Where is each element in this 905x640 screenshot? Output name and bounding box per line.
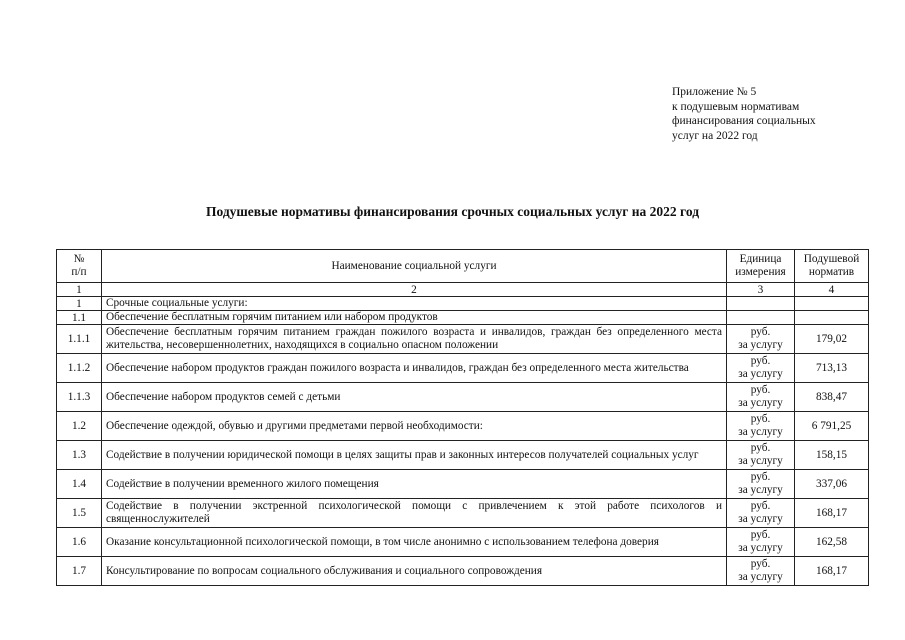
appendix-line: к подушевым нормативам	[672, 100, 800, 113]
row-number: 1.7	[57, 557, 102, 586]
header-value-line: Подушевой	[803, 253, 860, 265]
service-name: Содействие в получении экстренной психологической помощи с привлечением к этой работе психологов и священнослужителей	[102, 499, 727, 528]
unit-cell	[727, 470, 795, 499]
index-row	[57, 283, 869, 297]
index-cell: 1	[57, 283, 102, 297]
row-number: 1	[57, 297, 102, 311]
table-row	[57, 499, 869, 528]
header-unit	[727, 250, 795, 283]
norms-table	[56, 249, 869, 586]
header-num	[57, 250, 102, 283]
unit-line: за услугу	[738, 484, 783, 496]
index-cell: 4	[795, 283, 869, 297]
row-number: 1.1.2	[57, 354, 102, 383]
row-number: 1.6	[57, 528, 102, 557]
norm-value: 162,58	[795, 528, 869, 557]
service-name: Срочные социальные услуги:	[102, 297, 727, 311]
unit-line: руб.	[750, 355, 771, 367]
header-row	[57, 250, 869, 283]
table-row	[57, 383, 869, 412]
service-name: Обеспечение одеждой, обувью и другими предметами первой необходимости:	[102, 412, 727, 441]
norm-value: 337,06	[795, 470, 869, 499]
unit-line: за услугу	[738, 368, 783, 380]
norm-value: 713,13	[795, 354, 869, 383]
service-name: Обеспечение набором продуктов семей с детьми	[102, 383, 727, 412]
norm-value: 158,15	[795, 441, 869, 470]
service-name: Содействие в получении временного жилого помещения	[102, 470, 727, 499]
row-number: 1.3	[57, 441, 102, 470]
table-row	[57, 297, 869, 311]
header-value-line: норматив	[808, 266, 855, 278]
row-number: 1.1.3	[57, 383, 102, 412]
row-number: 1.1.1	[57, 325, 102, 354]
unit-line: за услугу	[738, 542, 783, 554]
row-number: 1.2	[57, 412, 102, 441]
unit-line: руб.	[750, 326, 771, 338]
unit-cell	[727, 557, 795, 586]
table-row	[57, 412, 869, 441]
table-row	[57, 325, 869, 354]
unit-line: руб.	[750, 500, 771, 512]
unit-cell	[727, 383, 795, 412]
table-row	[57, 470, 869, 499]
unit-line: за услугу	[738, 397, 783, 409]
row-number: 1.5	[57, 499, 102, 528]
table-row	[57, 441, 869, 470]
index-cell: 3	[727, 283, 795, 297]
norm-value: 168,17	[795, 499, 869, 528]
norm-value: 168,17	[795, 557, 869, 586]
unit-line: за услугу	[738, 426, 783, 438]
appendix-line: Приложение № 5	[672, 86, 757, 98]
unit-line: за услугу	[738, 339, 783, 351]
service-name: Обеспечение бесплатным горячим питанием или набором продуктов	[102, 311, 727, 325]
service-name: Содействие в получении юридической помощи в целях защиты прав и законных интересов получателей социальных услуг	[102, 441, 727, 470]
header-unit-line: измерения	[735, 266, 786, 278]
header-num-line: п/п	[71, 266, 87, 278]
unit-cell	[727, 325, 795, 354]
norm-value: 179,02	[795, 325, 869, 354]
appendix-line: услуг на 2022 год	[672, 129, 758, 142]
row-number: 1.4	[57, 470, 102, 499]
service-name: Консультирование по вопросам социального обслуживания и социального сопровождения	[102, 557, 727, 586]
table-row	[57, 557, 869, 586]
service-name: Обеспечение бесплатным горячим питанием граждан пожилого возраста и инвалидов, граждан без определенного места жительства, несовершеннолетних, находящихся в социально опасном положении	[102, 325, 727, 354]
row-number: 1.1	[57, 311, 102, 325]
unit-line: руб.	[750, 529, 771, 541]
unit-cell	[727, 354, 795, 383]
unit-line: за услугу	[738, 455, 783, 467]
service-name: Оказание консультационной психологической помощи, в том числе анонимно с использованием телефона доверия	[102, 528, 727, 557]
unit-cell	[727, 311, 795, 325]
table-row	[57, 311, 869, 325]
unit-cell	[727, 297, 795, 311]
unit-line: за услугу	[738, 571, 783, 583]
norm-value	[795, 311, 869, 325]
unit-line: руб.	[750, 384, 771, 396]
service-name: Обеспечение набором продуктов граждан пожилого возраста и инвалидов, граждан без определенного места жительства	[102, 354, 727, 383]
norm-value: 838,47	[795, 383, 869, 412]
header-unit-line: Единица	[739, 253, 782, 265]
document-title: Подушевые нормативы финансирования срочных социальных услуг на 2022 год	[205, 204, 700, 219]
norm-value: 6 791,25	[795, 412, 869, 441]
index-cell: 2	[102, 283, 727, 297]
appendix-line: финансирования социальных	[672, 115, 816, 128]
unit-line: руб.	[750, 471, 771, 483]
unit-cell	[727, 528, 795, 557]
unit-line: руб.	[750, 442, 771, 454]
header-value	[795, 250, 869, 283]
header-num-line: №	[73, 253, 85, 265]
norms-table-body	[57, 250, 869, 586]
unit-cell	[727, 441, 795, 470]
table-row	[57, 354, 869, 383]
unit-cell	[727, 499, 795, 528]
unit-line: руб.	[750, 558, 771, 570]
norm-value	[795, 297, 869, 311]
unit-line: руб.	[750, 413, 771, 425]
unit-line: за услугу	[738, 513, 783, 525]
unit-cell	[727, 412, 795, 441]
appendix-note	[672, 85, 816, 143]
table-row	[57, 528, 869, 557]
header-name: Наименование социальной услуги	[102, 250, 727, 283]
